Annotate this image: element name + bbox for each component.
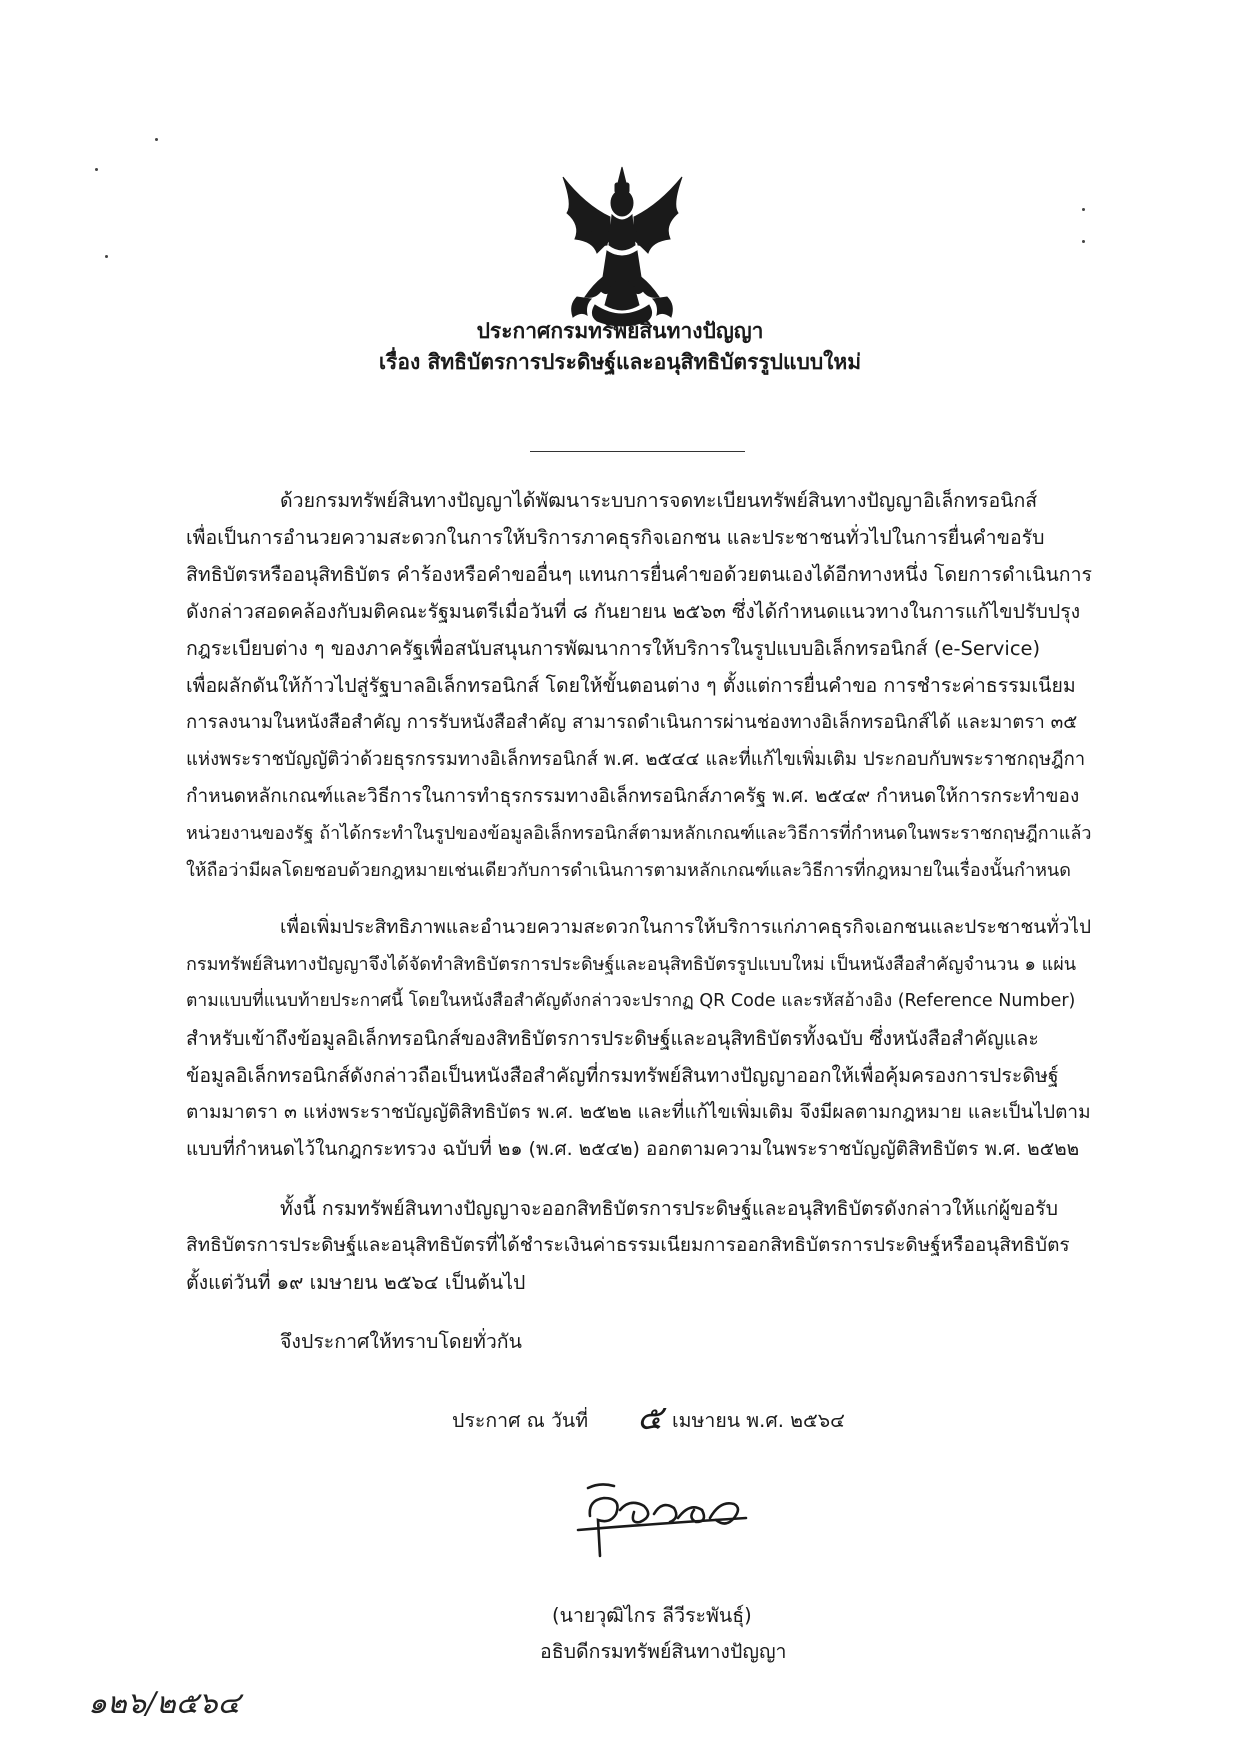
- speck: [105, 255, 108, 258]
- speck: [95, 168, 98, 171]
- para3-line: ทั้งนี้ กรมทรัพย์สินทางปัญญาจะออกสิทธิบัตรการประดิษฐ์และอนุสิทธิบัตรดังกล่าวให้แก่ผู้ขอรับ: [280, 1197, 1059, 1220]
- para1-line: ดังกล่าวสอดคล้องกับมติคณะรัฐมนตรีเมื่อวันที่ ๘ กันยายน ๒๕๖๓ ซึ่งได้กำหนดแนวทางในการแก้ไขปรับปรุง: [186, 600, 1081, 623]
- para2-line: ข้อมูลอิเล็กทรอนิกส์ดังกล่าวถือเป็นหนังสือสำคัญที่กรมทรัพย์สินทางปัญญาออกให้เพื่อคุ้มครองการประดิษฐ์: [186, 1064, 1059, 1087]
- para1-line: หน่วยงานของรัฐ ถ้าได้กระทำในรูปของข้อมูลอิเล็กทรอนิกส์ตามหลักเกณฑ์และวิธีการที่กำหนดในพระราชกฤษฎีกาแล้ว: [186, 823, 1092, 844]
- para2-line: สำหรับเข้าถึงข้อมูลอิเล็กทรอนิกส์ของสิทธิบัตรการประดิษฐ์และอนุสิทธิบัตรทั้งฉบับ ซึ่งหนังสือสำคัญและ: [186, 1027, 1039, 1050]
- para1-line: เพื่อผลักดันให้ก้าวไปสู่รัฐบาลอิเล็กทรอนิกส์ โดยให้ขั้นตอนต่าง ๆ ตั้งแต่การยื่นคำขอ การชำระค่าธรรมเนียม: [186, 674, 1076, 697]
- title-divider: [530, 451, 745, 452]
- para1-line: สิทธิบัตรหรืออนุสิทธิบัตร คำร้องหรือคำขออื่นๆ แทนการยื่นคำขอด้วยตนเองได้อีกทางหนึ่ง โดยการดำเนินการ: [186, 563, 1092, 586]
- announcement-title: ประกาศกรมทรัพย์สินทางปัญญา: [476, 319, 764, 343]
- para2-line: ตามแบบที่แนบท้ายประกาศนี้ โดยในหนังสือสำคัญดังกล่าวจะปรากฏ QR Code และรหัสอ้างอิง (Reference Number): [186, 991, 1076, 1011]
- para1-line: กฎระเบียบต่าง ๆ ของภาครัฐเพื่อสนับสนุนการพัฒนาการให้บริการในรูปแบบอิเล็กทรอนิกส์ (e-Service): [186, 637, 1041, 660]
- para2-line: แบบที่กำหนดไว้ในกฎกระทรวง ฉบับที่ ๒๑ (พ.ศ. ๒๕๔๒) ออกตามความในพระราชบัญญัติสิทธิบัตร พ.ศ. ๒๕๒๒: [186, 1138, 1080, 1160]
- announce-day: ๕: [637, 1398, 663, 1438]
- signature: [570, 1478, 770, 1560]
- para1-line: ด้วยกรมทรัพย์สินทางปัญญาได้พัฒนาระบบการจดทะเบียนทรัพย์สินทางปัญญาอิเล็กทรอนิกส์: [280, 489, 1038, 512]
- para2-line: กรมทรัพย์สินทางปัญญาจึงได้จัดทำสิทธิบัตรการประดิษฐ์และอนุสิทธิบัตรรูปแบบใหม่ เป็นหนังสือสำคัญจำนวน ๑ แผ่น: [186, 954, 1077, 975]
- announce-date-prefix: ประกาศ ณ วันที่: [452, 1409, 589, 1432]
- announce-month-year: เมษายน พ.ศ. ๒๕๖๔: [672, 1409, 845, 1432]
- closing-statement: จึงประกาศให้ทราบโดยทั่วกัน: [280, 1330, 522, 1353]
- announcement-subject: เรื่อง สิทธิบัตรการประดิษฐ์และอนุสิทธิบัตรรูปแบบใหม่: [378, 350, 862, 374]
- speck: [1082, 240, 1085, 243]
- para2-line: ตามมาตรา ๓ แห่งพระราชบัญญัติสิทธิบัตร พ.ศ. ๒๕๒๒ และที่แก้ไขเพิ่มเติม จึงมีผลตามกฎหมาย และเป็นไปตาม: [186, 1101, 1091, 1123]
- paragraph-2: [186, 909, 1092, 1168]
- paragraph-3: [186, 1190, 1092, 1301]
- para2-line: เพื่อเพิ่มประสิทธิภาพและอำนวยความสะดวกในการให้บริการแก่ภาคธุรกิจเอกชนและประชาชนทั่วไป: [280, 916, 1092, 938]
- para1-line: เพื่อเป็นการอำนวยความสะดวกในการให้บริการภาคธุรกิจเอกชน และประชาชนทั่วไปในการยื่นคำขอรับ: [186, 526, 1045, 549]
- para3-line: สิทธิบัตรการประดิษฐ์และอนุสิทธิบัตรที่ได้ชำระเงินค่าธรรมเนียมการออกสิทธิบัตรการประดิษฐ์หรืออนุสิทธิบัตร: [186, 1234, 1070, 1256]
- paragraph-1: [186, 482, 1092, 889]
- document-reference-number: ๑๒๖/๒๕๖๔: [88, 1686, 241, 1721]
- para1-line: กำหนดหลักเกณฑ์และวิธีการในการทำธุรกรรมทางอิเล็กทรอนิกส์ภาครัฐ พ.ศ. ๒๕๔๙ กำหนดให้การกระทำของ: [186, 785, 1080, 807]
- signatory-position: อธิบดีกรมทรัพย์สินทางปัญญา: [540, 1640, 787, 1663]
- para3-line: ตั้งแต่วันที่ ๑๙ เมษายน ๒๕๖๔ เป็นต้นไป: [186, 1271, 526, 1294]
- para1-line: การลงนามในหนังสือสำคัญ การรับหนังสือสำคัญ สามารถดำเนินการผ่านช่องทางอิเล็กทรอนิกส์ได้ และมาตรา ๓๕: [186, 712, 1078, 733]
- speck: [1082, 208, 1085, 211]
- para1-line: แห่งพระราชบัญญัติว่าด้วยธุรกรรมทางอิเล็กทรอนิกส์ พ.ศ. ๒๕๔๔ และที่แก้ไขเพิ่มเติม ประกอบกับพระราชกฤษฎีกา: [186, 749, 1086, 770]
- speck: [155, 138, 158, 141]
- garuda-emblem: [555, 165, 690, 330]
- signatory-name: (นายวุฒิไกร ลีวีระพันธุ์): [552, 1604, 752, 1627]
- para1-line: ให้ถือว่ามีผลโดยชอบด้วยกฎหมายเช่นเดียวกับการดำเนินการตามหลักเกณฑ์และวิธีการที่กฎหมายในเรื่องนั้นกำหนด: [186, 860, 1071, 881]
